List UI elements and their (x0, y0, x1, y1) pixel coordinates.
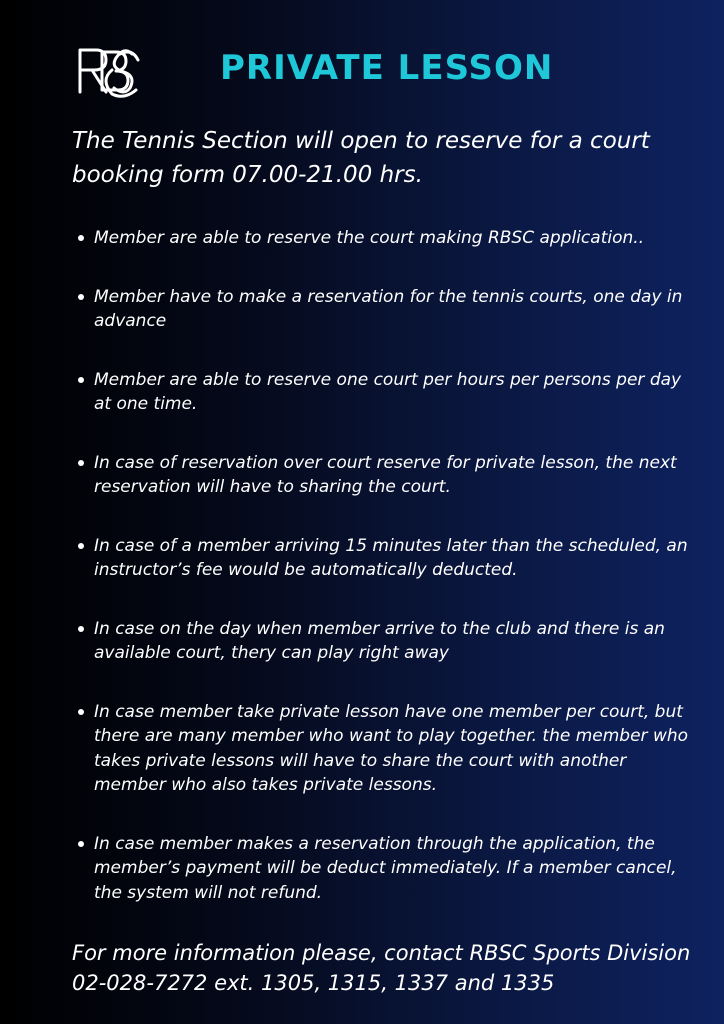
list-item: In case of reservation over court reserve for private lesson, the next reservation will have to sharing the court. (72, 451, 692, 500)
list-item: Member have to make a reservation for the tennis courts, one day in advance (72, 285, 692, 334)
rules-list (72, 226, 692, 939)
contact-line-2: 02-028-7272 ext. 1305, 1315, 1337 and 1335 (72, 971, 555, 995)
list-item: Member are able to reserve one court per hours per persons per day at one time. (72, 368, 692, 417)
list-item: In case of a member arriving 15 minutes later than the scheduled, an instructor’s fee would be automatically deducted. (72, 534, 692, 583)
rbsc-logo (72, 40, 142, 100)
header (72, 40, 672, 104)
list-item: In case member makes a reservation through the application, the member’s payment will be deduct immediately. If a member cancel, the system will not refund. (72, 832, 692, 906)
page-title: PRIVATE LESSON (220, 48, 554, 88)
list-item: Member are able to reserve the court making RBSC application.. (72, 226, 692, 251)
contact-info (72, 938, 702, 998)
list-item: In case on the day when member arrive to the club and there is an available court, thery can play right away (72, 617, 692, 666)
contact-line-1: For more information please, contact RBSC Sports Division (72, 941, 691, 965)
intro-text: The Tennis Section will open to reserve for a court booking form 07.00-21.00 hrs. (72, 128, 650, 188)
list-item: In case member take private lesson have one member per court, but there are many member who want to play together. the member who takes private lessons will have to share the court with another member who also takes private lessons. (72, 700, 692, 798)
rbsc-monogram-icon (72, 40, 142, 100)
